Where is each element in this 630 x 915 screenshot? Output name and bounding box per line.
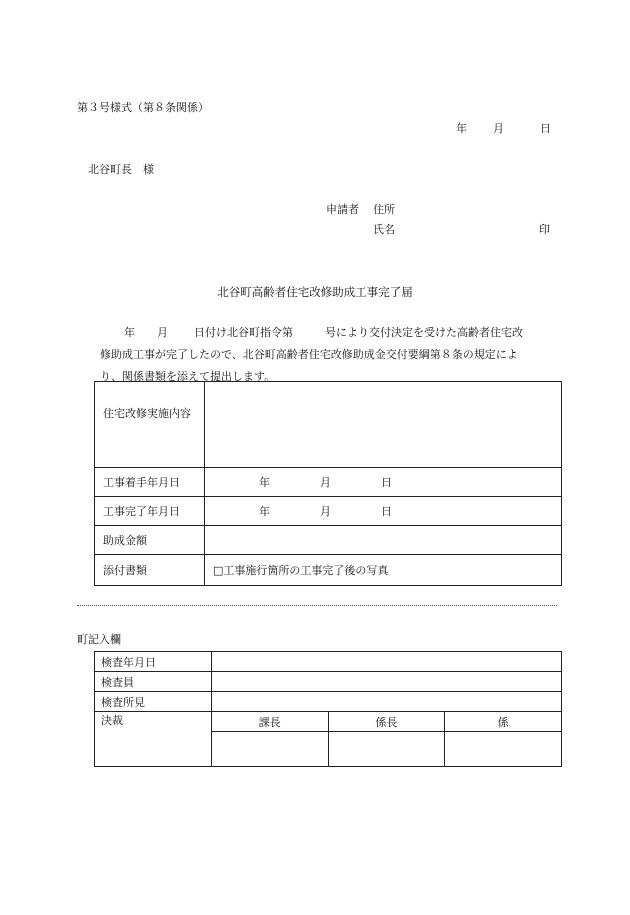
table-row (95, 526, 562, 555)
body-line-1 (100, 322, 560, 344)
table-row (95, 692, 562, 712)
end-year: 年 (259, 505, 270, 518)
content-field[interactable] (205, 382, 562, 468)
table-row (95, 712, 562, 732)
approval-label: 決裁 (95, 712, 212, 767)
attachments-label: 添付書類 (95, 555, 205, 586)
name-label: 氏名 (373, 223, 395, 236)
inspector-field[interactable] (211, 672, 561, 692)
approver-section-chief-label: 課長 (211, 712, 328, 732)
body-line-1-b: 号により交付決定を受けた高齢者住宅改 (325, 326, 523, 339)
body-year: 年 (124, 326, 135, 339)
content-label: 住宅改修実施内容 (95, 382, 205, 468)
start-month: 月 (320, 476, 331, 489)
town-section-label: 町記入欄 (77, 633, 121, 646)
seal-label: 印 (539, 223, 550, 236)
addressee: 北谷町長 様 (88, 163, 154, 176)
submission-date (456, 122, 551, 136)
subsection-chief-stamp-box[interactable] (328, 732, 445, 767)
date-year: 年 (456, 122, 467, 135)
staff-stamp-box[interactable] (445, 732, 562, 767)
amount-label: 助成金額 (95, 526, 205, 555)
table-row (95, 468, 562, 497)
inspection-date-field[interactable] (211, 652, 561, 672)
inspection-date-label: 検査年月日 (95, 652, 212, 672)
table-row (95, 652, 562, 672)
start-date-field[interactable] (205, 468, 562, 497)
end-day: 日 (381, 505, 392, 518)
town-table (94, 651, 562, 767)
start-date-label: 工事着手年月日 (95, 468, 205, 497)
inspector-label: 検査員 (95, 672, 212, 692)
address-label: 住所 (373, 203, 395, 216)
inspection-opinion-label: 検査所見 (95, 692, 212, 712)
date-month: 月 (493, 122, 504, 135)
table-row (95, 497, 562, 526)
details-table (94, 381, 562, 586)
body-line-3: り、関係書類を添えて提出します。 (100, 370, 276, 383)
table-row (95, 555, 562, 586)
table-row (95, 382, 562, 468)
inspection-opinion-field[interactable] (211, 692, 561, 712)
body-paragraph (100, 322, 560, 388)
body-line-1-a: 日付け北谷町指令第 (194, 326, 293, 339)
table-row (95, 672, 562, 692)
body-line-2: 修助成工事が完了したので、北谷町高齢者住宅改修助成金交付要綱第８条の規定によ (100, 348, 518, 361)
attachment-checkbox-item[interactable]: □工事施行箇所の工事完了後の写真 (205, 555, 562, 586)
start-day: 日 (381, 476, 392, 489)
applicant-label: 申請者 (326, 203, 359, 216)
document-title: 北谷町高齢者住宅改修助成工事完了届 (217, 285, 413, 299)
approver-staff-label: 係 (445, 712, 562, 732)
start-year: 年 (259, 476, 270, 489)
dotted-divider (77, 605, 557, 606)
body-month: 月 (157, 326, 168, 339)
section-chief-stamp-box[interactable] (211, 732, 328, 767)
amount-field[interactable] (205, 526, 562, 555)
approver-subsection-chief-label: 係長 (328, 712, 445, 732)
form-number: 第３号様式（第８条関係） (77, 101, 209, 114)
end-month: 月 (320, 505, 331, 518)
end-date-label: 工事完了年月日 (95, 497, 205, 526)
end-date-field[interactable] (205, 497, 562, 526)
date-day: 日 (540, 122, 551, 135)
